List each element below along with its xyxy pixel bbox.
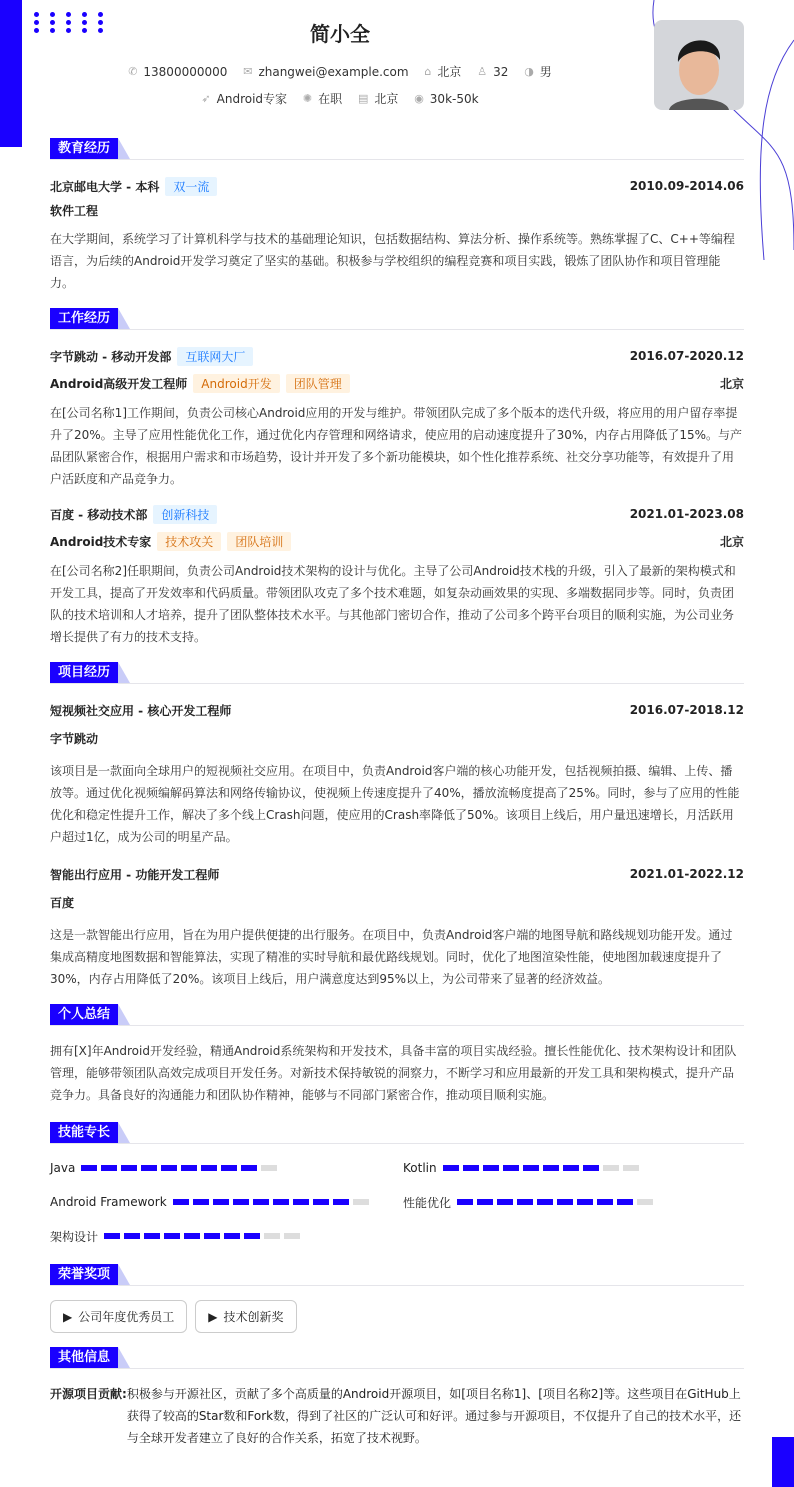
- skill-segment: [104, 1233, 120, 1239]
- skill-level-bar: [443, 1165, 639, 1171]
- skill-segment: [543, 1165, 559, 1171]
- skill-segment: [244, 1233, 260, 1239]
- skill-level-bar: [173, 1199, 369, 1205]
- project-item-2: [50, 862, 744, 990]
- section-awards: [50, 1264, 744, 1286]
- skill-segment: [557, 1199, 573, 1205]
- section-skills: [50, 1122, 744, 1144]
- status: 在职: [318, 92, 343, 106]
- skill-segment: [637, 1199, 653, 1205]
- skill-segment: [617, 1199, 633, 1205]
- job-tag: 团队培训: [227, 532, 291, 551]
- salary: 30k-50k: [429, 91, 479, 106]
- location: 北京: [437, 65, 462, 79]
- skill-segment: [477, 1199, 493, 1205]
- section-education: [50, 138, 744, 160]
- avatar-photo: [654, 20, 744, 110]
- edu-date: 2010.09-2014.06: [629, 179, 744, 193]
- skill-segment: [517, 1199, 533, 1205]
- section-title: 个人总结: [50, 1004, 118, 1025]
- work-date: 2016.07-2020.12: [629, 349, 744, 363]
- project-company: 百度: [50, 896, 75, 910]
- email: zhangwei@example.com: [258, 64, 409, 79]
- skill-segment: [503, 1165, 519, 1171]
- skill-segment: [233, 1199, 249, 1205]
- play-icon: ▶: [63, 1309, 73, 1324]
- project-desc: 该项目是一款面向全球用户的短视频社交应用。在项目中，负责Android客户端的核心功能开发，包括视频拍摄、编辑、上传、播放等。通过优化视频编解码算法和网络传输协议，使视频上传速度提升了40%，播放流畅度提高了25%。同时，参与了应用的性能优化和稳定性提升工作，解决了多个线上Crash问题，使应用的Crash率降低了50%。该项目上线后，用户量迅速增长，月活跃用户超过1亿，成为公司的明星产品。: [50, 764, 740, 844]
- skill-segment: [144, 1233, 160, 1239]
- skill-item: [403, 1192, 744, 1212]
- position: Android专家: [216, 92, 288, 106]
- skill-segment: [184, 1233, 200, 1239]
- target-city: 北京: [374, 92, 399, 106]
- building-icon: ▤: [357, 92, 369, 105]
- skill-segment: [121, 1165, 137, 1171]
- skill-segment: [141, 1165, 157, 1171]
- company-tag: 创新科技: [153, 505, 217, 524]
- skill-segment: [224, 1233, 240, 1239]
- skill-segment: [313, 1199, 329, 1205]
- age-icon: ♙: [477, 65, 488, 78]
- skill-segment: [181, 1165, 197, 1171]
- job-intent-row: [0, 90, 680, 107]
- skill-segment: [443, 1165, 459, 1171]
- school: 北京邮电大学 - 本科: [50, 179, 160, 194]
- award-item: ▶ 公司年度优秀员工: [50, 1300, 187, 1333]
- section-title: 项目经历: [50, 662, 118, 683]
- project-company: 字节跳动: [50, 732, 99, 746]
- skill-segment: [101, 1165, 117, 1171]
- skill-segment: [173, 1199, 189, 1205]
- phone-icon: ✆: [128, 65, 138, 78]
- skill-level-bar: [104, 1233, 300, 1239]
- section-title: 其他信息: [50, 1347, 118, 1368]
- skill-name: Android Framework: [50, 1195, 167, 1209]
- contact-row: [0, 63, 680, 80]
- other-text: 积极参与开源社区，贡献了多个高质量的Android开源项目，如[项目名称1]、[项目名称2]等。这些项目在GitHub上获得了较高的Star数和Fork数，得到了社区的广泛认可和好评。通过参与开源项目，不仅提升了自己的技术水平，还与全球开发者建立了良好的合作关系，拓宽了技术视野。: [126, 1387, 742, 1445]
- section-title: 工作经历: [50, 308, 118, 329]
- edu-desc: 在大学期间，系统学习了计算机科学与技术的基础理论知识，包括数据结构、算法分析、操作系统等。熟练掌握了C、C++等编程语言，为后续的Android开发学习奠定了坚实的基础。积极参与学校组织的编程竞赛和项目实践，锻炼了团队协作和项目管理能力。: [50, 232, 735, 290]
- work-date: 2021.01-2023.08: [629, 507, 744, 521]
- candidate-name: 简小全: [310, 22, 370, 46]
- section-title: 荣誉奖项: [50, 1264, 118, 1285]
- skill-segment: [241, 1165, 257, 1171]
- skill-segment: [273, 1199, 289, 1205]
- skill-item: [403, 1158, 744, 1178]
- skill-name: Kotlin: [403, 1161, 437, 1175]
- play-icon: ▶: [208, 1309, 218, 1324]
- skill-segment: [463, 1165, 479, 1171]
- skill-segment: [457, 1199, 473, 1205]
- job-title: Android高级开发工程师: [50, 376, 188, 391]
- skill-segment: [563, 1165, 579, 1171]
- work-city: 北京: [719, 534, 744, 549]
- project-date: 2016.07-2018.12: [629, 703, 744, 717]
- skill-segment: [293, 1199, 309, 1205]
- skill-segment: [221, 1165, 237, 1171]
- skill-segment: [193, 1199, 209, 1205]
- age: 32: [493, 64, 509, 79]
- section-summary: [50, 1004, 744, 1026]
- skill-segment: [201, 1165, 217, 1171]
- skill-name: 性能优化: [403, 1195, 452, 1210]
- skill-segment: [261, 1165, 277, 1171]
- summary-text: 拥有[X]年Android开发经验，精通Android系统架构和开发技术，具备丰富的项目实战经验。擅长性能优化、技术架构设计和团队管理，能够带领团队高效完成项目开发任务。对新技术保持敏锐的洞察力，不断学习和应用最新的开发工具和架构模式，提升产品竞争力。具备良好的沟通能力和团队协作精神，能够与不同部门紧密合作，推动项目顺利实施。: [50, 1044, 737, 1102]
- status-icon: ✺: [302, 92, 313, 105]
- skill-segment: [583, 1165, 599, 1171]
- skill-item: [50, 1226, 403, 1246]
- work-item-2: [50, 502, 744, 648]
- salary-icon: ◉: [414, 92, 424, 105]
- major: 软件工程: [50, 204, 99, 218]
- send-icon: ➶: [201, 92, 211, 105]
- home-icon: ⌂: [424, 65, 432, 78]
- skill-name: 架构设计: [50, 1229, 99, 1244]
- skill-segment: [353, 1199, 369, 1205]
- section-projects: [50, 662, 744, 684]
- skill-segment: [164, 1233, 180, 1239]
- skill-segment: [264, 1233, 280, 1239]
- project-name: 短视频社交应用 - 核心开发工程师: [50, 703, 232, 718]
- skill-segment: [81, 1165, 97, 1171]
- job-tag: 团队管理: [286, 374, 350, 393]
- section-title: 技能专长: [50, 1122, 118, 1143]
- skill-segment: [204, 1233, 220, 1239]
- skill-level-bar: [81, 1165, 277, 1171]
- email-icon: ✉: [243, 65, 253, 78]
- work-desc: 在[公司名称2]任职期间，负责公司Android技术架构的设计与优化。主导了公司Android技术栈的升级，引入了最新的架构模式和开发工具，提高了开发效率和代码质量。带领团队攻克了多个技术难题，如复杂动画效果的实现、多端数据同步等。同时，负责团队的技术培训和人才培养，提升了团队整体技术水平。与其他部门密切合作，推动了公司多个跨平台项目的顺利实施，为公司业务增长提供了有力的技术支持。: [50, 564, 736, 644]
- job-title: Android技术专家: [50, 534, 152, 549]
- skill-segment: [497, 1199, 513, 1205]
- skill-segment: [124, 1233, 140, 1239]
- gender: 男: [539, 65, 552, 79]
- job-tag: Android开发: [193, 374, 279, 393]
- project-date: 2021.01-2022.12: [629, 867, 744, 881]
- work-city: 北京: [719, 376, 744, 391]
- skill-segment: [537, 1199, 553, 1205]
- skill-segment: [483, 1165, 499, 1171]
- skill-segment: [523, 1165, 539, 1171]
- project-name: 智能出行应用 - 功能开发工程师: [50, 867, 220, 882]
- skill-item: [50, 1192, 403, 1212]
- skill-segment: [213, 1199, 229, 1205]
- company-tag: 互联网大厂: [177, 347, 253, 366]
- company: 字节跳动 - 移动开发部: [50, 349, 172, 364]
- skill-segment: [577, 1199, 593, 1205]
- company: 百度 - 移动技术部: [50, 507, 148, 522]
- phone: 13800000000: [143, 64, 228, 79]
- project-desc: 这是一款智能出行应用，旨在为用户提供便捷的出行服务。在项目中，负责Android客户端的地图导航和路线规划功能开发。通过集成高精度地图数据和智能算法，实现了精准的实时导航和最优路线规划。同时，优化了地图渲染性能，使地图加载速度提升了30%，内存占用降低了20%。该项目上线后，用户满意度达到95%以上，为公司带来了显著的经济效益。: [50, 928, 733, 986]
- skill-segment: [603, 1165, 619, 1171]
- section-title: 教育经历: [50, 138, 118, 159]
- skill-segment: [253, 1199, 269, 1205]
- work-desc: 在[公司名称1]工作期间，负责公司核心Android应用的开发与维护。带领团队完成了多个版本的迭代升级，将应用的用户留存率提升了20%。主导了应用性能优化工作，通过优化内存管理和网络请求，使应用的启动速度提升了30%，内存占用降低了15%。与产品团队紧密合作，根据用户需求和市场趋势，设计并开发了多个新功能模块，如个性化推荐系统、社交分享功能等，有效提升了用户活跃度和产品竞争力。: [50, 406, 743, 486]
- work-item-1: [50, 344, 744, 490]
- skill-level-bar: [457, 1199, 653, 1205]
- skill-segment: [284, 1233, 300, 1239]
- skill-segment: [161, 1165, 177, 1171]
- project-item-1: [50, 698, 744, 848]
- other-label: 开源项目贡献:: [50, 1387, 127, 1401]
- job-tag: 技术攻关: [157, 532, 221, 551]
- section-work: [50, 308, 744, 330]
- skill-segment: [333, 1199, 349, 1205]
- skill-segment: [597, 1199, 613, 1205]
- skill-item: [50, 1158, 403, 1178]
- gender-icon: ◑: [524, 65, 534, 78]
- decor-right-bar: [772, 1437, 794, 1487]
- award-item: ▶ 技术创新奖: [195, 1300, 296, 1333]
- section-other: [50, 1347, 744, 1369]
- school-tag: 双一流: [165, 177, 217, 196]
- skill-segment: [623, 1165, 639, 1171]
- skill-name: Java: [50, 1161, 76, 1175]
